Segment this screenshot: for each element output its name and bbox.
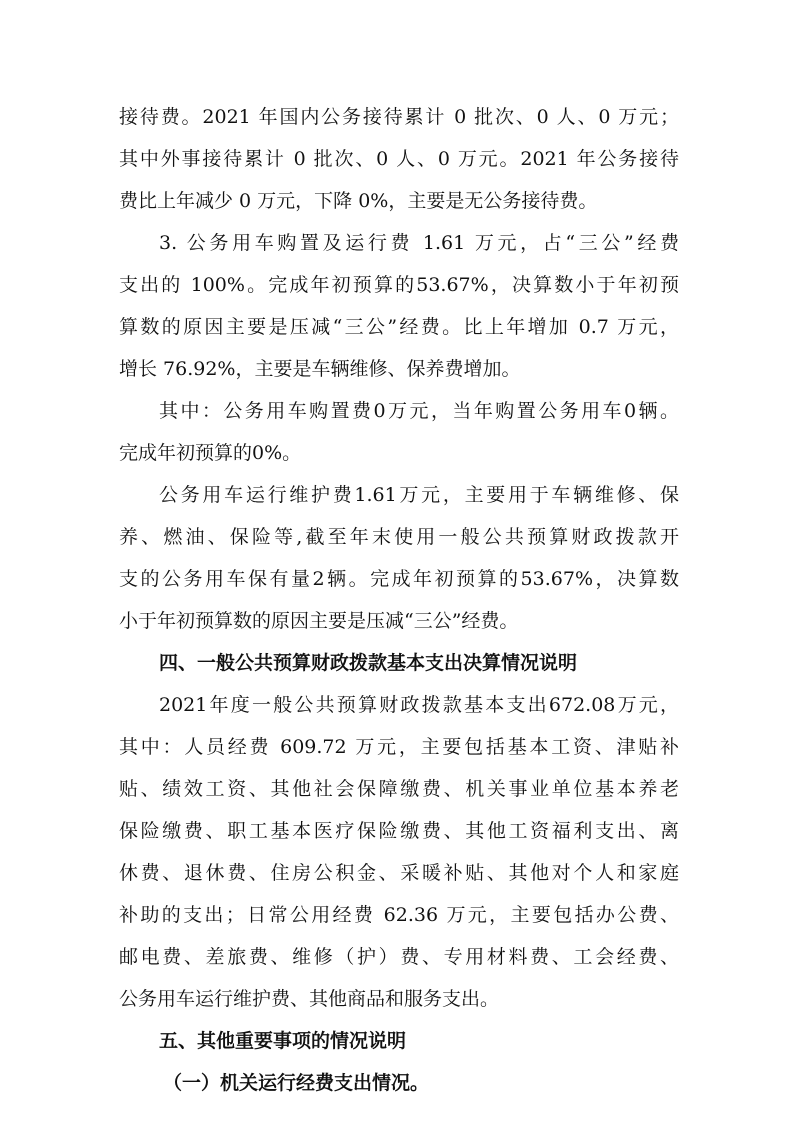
paragraph-line: 3. 公务用车购置及运行费 1.61 万元，占“三公”经费 [159, 232, 679, 254]
paragraph-line: 其中：公务用车购置费0万元，当年购置公务用车0辆。 [159, 400, 679, 422]
paragraph-line: 其中：人员经费 609.72 万元，主要包括基本工资、津贴补 [119, 736, 679, 758]
paragraph-line: 完成年初预算的0%。 [119, 442, 302, 464]
paragraph-line: 接待费。2021 年国内公务接待累计 0 批次、0 人、0 万元； [119, 106, 679, 128]
paragraph-line: 支的公务用车保有量2辆。完成年初预算的53.67%，决算数 [119, 568, 679, 590]
paragraph-line: 邮电费、差旅费、维修（护）费、专用材料费、工会经费、 [119, 946, 679, 968]
paragraph-line: 补助的支出；日常公用经费 62.36 万元，主要包括办公费、 [119, 904, 679, 926]
section-heading: 四、一般公共预算财政拨款基本支出决算情况说明 [159, 652, 578, 674]
paragraph-line: 2021年度一般公共预算财政拨款基本支出672.08万元， [159, 694, 679, 716]
paragraph-line: 增长 76.92%，主要是车辆维修、保养费增加。 [119, 358, 521, 380]
paragraph-line: 休费、退休费、住房公积金、采暖补贴、其他对个人和家庭 [119, 862, 679, 884]
paragraph-line: 公务用车运行维护费、其他商品和服务支出。 [119, 988, 500, 1010]
paragraph-line: 保险缴费、职工基本医疗保险缴费、其他工资福利支出、离 [119, 820, 679, 842]
paragraph-line: 算数的原因主要是压减“三公”经费。比上年增加 0.7 万元， [119, 316, 679, 338]
paragraph-line: 支出的 100%。完成年初预算的53.67%，决算数小于年初预 [119, 274, 679, 296]
paragraph-line: 小于年初预算数的原因主要是压减“三公”经费。 [119, 610, 519, 632]
paragraph-line: 公务用车运行维护费1.61万元，主要用于车辆维修、保 [159, 484, 679, 506]
subsection-heading: （一）机关运行经费支出情况。 [163, 1072, 430, 1094]
paragraph-line: 费比上年减少 0 万元，下降 0%，主要是无公务接待费。 [119, 190, 598, 212]
section-heading: 五、其他重要事项的情况说明 [159, 1030, 407, 1052]
paragraph-line: 养、燃油、保险等,截至年末使用一般公共预算财政拨款开 [119, 526, 679, 548]
paragraph-line: 贴、绩效工资、其他社会保障缴费、机关事业单位基本养老 [119, 778, 679, 800]
paragraph-line: 其中外事接待累计 0 批次、0 人、0 万元。2021 年公务接待 [119, 148, 679, 170]
